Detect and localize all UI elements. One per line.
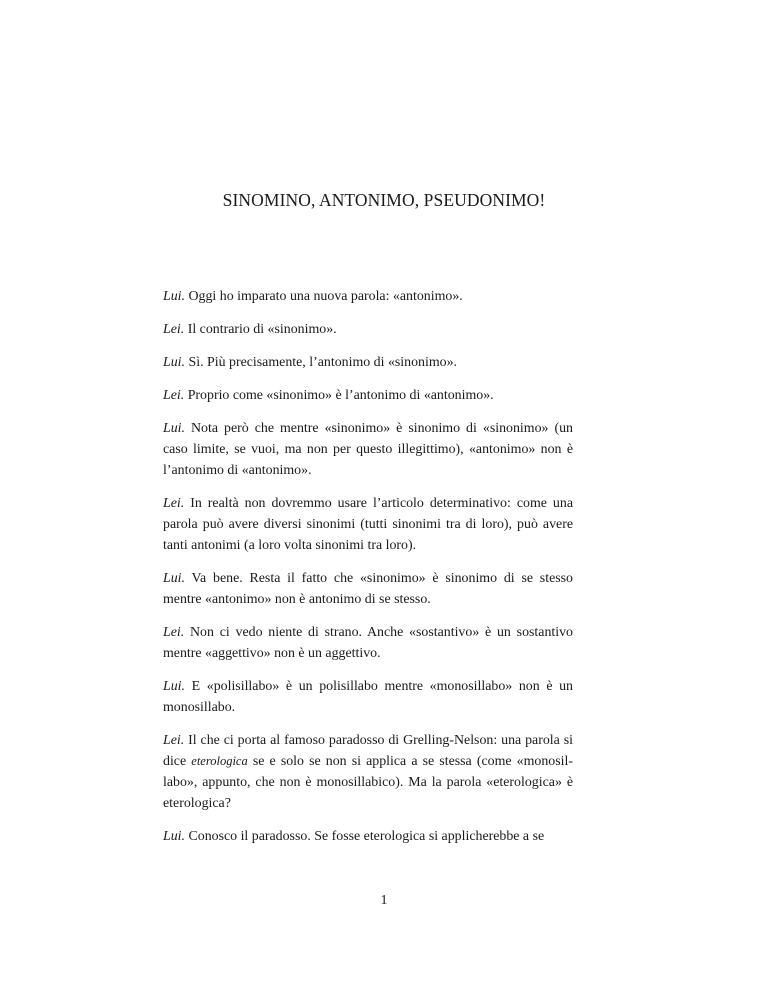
speaker-label: Lui.	[163, 355, 186, 370]
dialogue-paragraph	[163, 676, 573, 718]
dialogue-paragraph	[163, 286, 573, 307]
paragraph-text: Non ci vedo niente di strano. Anche «sostantivo» è un sostantivo mentre «aggettivo» non è un aggettivo.	[163, 625, 573, 661]
paragraph-text: Nota però che mentre «sinonimo» è sinonimo di «sinonimo» (un caso limite, se vuoi, ma non per questo illegittimo), «antonimo» non è l’antonimo di «antonimo».	[163, 421, 573, 478]
paragraph-text: Va bene. Resta il fatto che «sinonimo» è sinonimo di se stesso mentre «antonimo» non è antonimo di se stesso.	[163, 571, 573, 607]
speaker-label: Lui.	[163, 829, 186, 844]
dialogue-paragraph	[163, 493, 573, 556]
speaker-label: Lui.	[163, 289, 186, 304]
speaker-label: Lui.	[163, 571, 186, 586]
dialogue-paragraph	[163, 568, 573, 610]
paragraph-text: In realtà non dovremmo usare l’articolo determinativo: come una parola può avere diversi sinonimi (tutti sinonimi tra di loro), può avere tanti antonimi (a loro volta sinonimi tra loro).	[163, 496, 573, 553]
paragraph-text: Sì. Più precisamente, l’antonimo di «sinonimo».	[185, 355, 458, 370]
term-eterologica: eterologica	[191, 754, 248, 768]
paragraph-text: E «polisillabo» è un polisillabo mentre «monosillabo» non è un monosillabo.	[163, 679, 573, 715]
paragraph-text: Il contrario di «sinonimo».	[184, 322, 337, 337]
speaker-label: Lui.	[163, 679, 186, 694]
speaker-label: Lei.	[163, 733, 185, 748]
page-title: SINOMINO, ANTONIMO, PSEUDONIMO!	[222, 190, 546, 210]
paragraph-text: Proprio come «sinonimo» è l’antonimo di «antonimo».	[184, 388, 494, 403]
speaker-label: Lei.	[163, 496, 185, 511]
paragraph-text: se e solo se non si applica a se stessa (come «monosillabo», appunto, che non è monosillabico). Ma la parola «eterologica» è eterologica?	[163, 754, 574, 811]
dialogue-paragraph	[163, 418, 573, 481]
dialogue-paragraph	[163, 622, 573, 664]
dialogue-paragraph	[163, 826, 573, 847]
dialogue-paragraph	[163, 385, 573, 406]
page-number: 1	[380, 893, 388, 908]
speaker-label: Lei.	[163, 388, 185, 403]
dialogue-body	[163, 286, 573, 859]
dialogue-paragraph	[163, 352, 573, 373]
dialogue-paragraph	[163, 730, 573, 814]
paragraph-text: Il che ci porta al famoso paradosso di Grelling-Nelson: una parola si dice	[163, 733, 573, 769]
dialogue-paragraph	[163, 319, 573, 340]
speaker-label: Lui.	[163, 421, 186, 436]
paragraph-text: Oggi ho imparato una nuova parola: «antonimo».	[185, 289, 463, 304]
paragraph-text: Conosco il paradosso. Se fosse eterologica si applicherebbe a se	[185, 829, 545, 844]
speaker-label: Lei.	[163, 625, 185, 640]
speaker-label: Lei.	[163, 322, 185, 337]
